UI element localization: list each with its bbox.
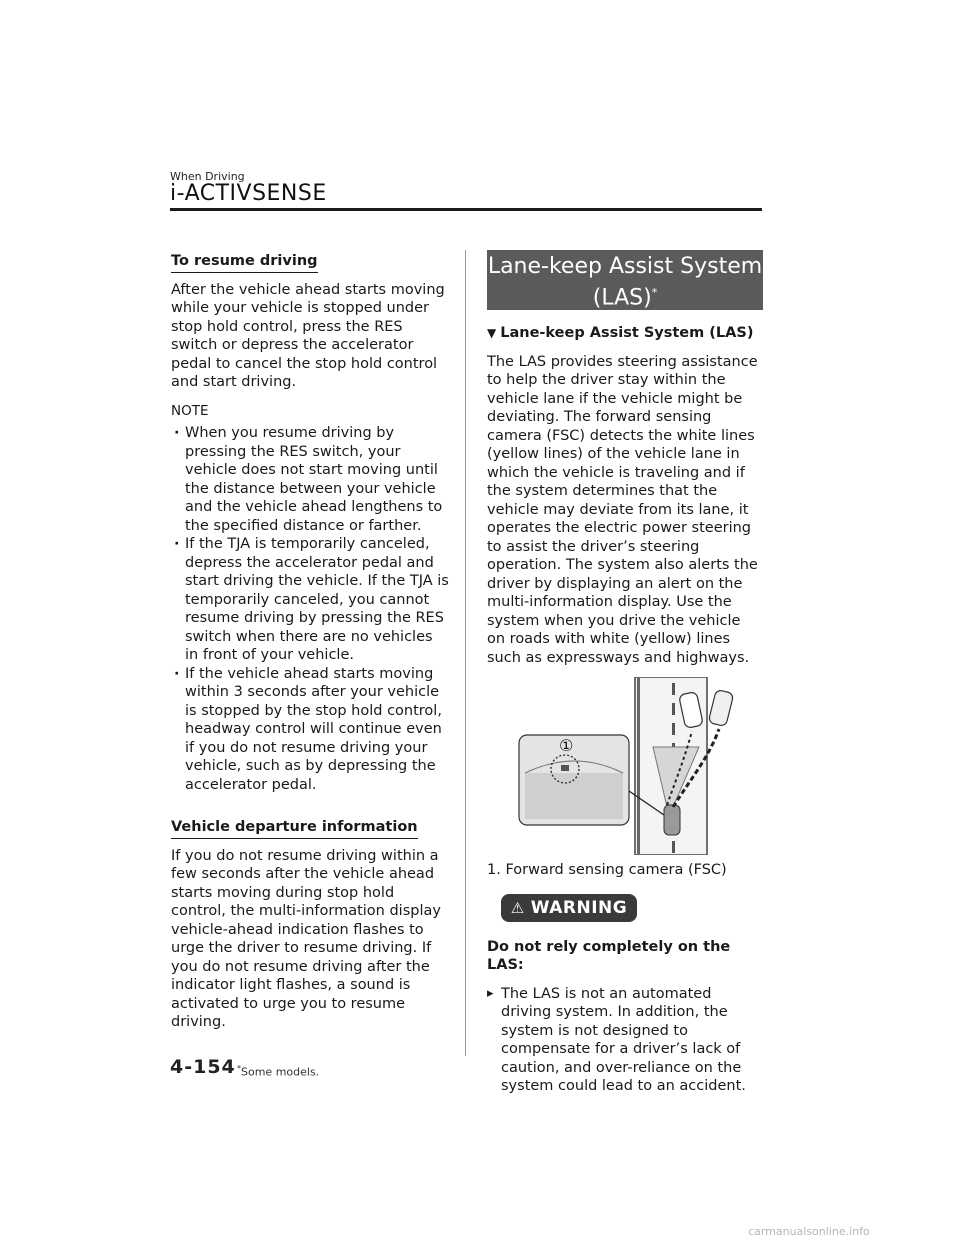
callout-number: ①: [559, 736, 574, 755]
section-title-line1: Lane-keep Assist System: [487, 254, 763, 279]
page-number: 4-154: [170, 1056, 236, 1078]
header-chapter-title: i-ACTIVSENSE: [170, 181, 327, 206]
departure-info-paragraph: If you do not resume driving within a few seconds after the vehicle ahead starts moving during stop hold control, the multi-information display vehicle-ahead indication flashes to urge the driver to resume driving. If you do not resume driving after the indicator light flashes, a sound is activated to urge you to resume driving.: [171, 847, 441, 1030]
watermark-text: carmanualsonline.info: [748, 1225, 870, 1238]
road-edge-left: [637, 677, 640, 855]
section-title-abbrev: (LAS): [592, 285, 652, 311]
own-vehicle-shape: [664, 805, 680, 835]
las-description: The LAS provides steering assistance to help the driver stay within the vehicle lane if the vehicle might be deviating. The forward sensing camera (FSC) detects the white lines (yellow lines) of the vehicle lane in which the vehicle is traveling and if the system determines that the vehicle may deviate from its lane, it operates the electric power steering to assist the driver’s steering operation. The system also alerts the driver by displaying an alert on the multi-information display. Use the system when you drive the vehicle on roads with white (yellow) lines such as expressways and highways.: [487, 353, 758, 666]
departure-info-heading: Vehicle departure information: [171, 818, 418, 839]
header-section-label: When Driving: [170, 170, 245, 183]
adjacent-vehicle-shape: [708, 689, 734, 726]
footnote-text: Some models.: [241, 1065, 320, 1079]
camera-unit-shape: [561, 765, 569, 771]
footnote-asterisk: *: [237, 1064, 241, 1073]
resume-driving-heading: To resume driving: [171, 252, 318, 273]
warning-label: WARNING: [530, 897, 628, 918]
section-title-asterisk: *: [651, 286, 658, 299]
warning-item: ▸ The LAS is not an automated driving system. In addition, the system is not designed to compensate for a driver’s lack of caution, and over-reliance on the system could lead to an accident.: [487, 985, 763, 1096]
footnote: [237, 1064, 319, 1079]
warning-badge: [501, 894, 637, 922]
left-column: [171, 252, 449, 1042]
las-illustration: [487, 677, 763, 855]
warning-triangle-icon: ⚠: [510, 898, 525, 917]
note-item: · If the vehicle ahead starts moving within 3 seconds after your vehicle is stopped by the stop hold control, headway control will continue even if you do not resume driving your vehicle, such as by depressing the accelerator pedal.: [171, 665, 449, 795]
section-title-line2: [487, 280, 763, 311]
note-label: NOTE: [171, 402, 209, 419]
right-column: [487, 250, 763, 1096]
column-divider: [465, 250, 466, 1056]
note-list: [171, 424, 449, 794]
warning-heading: Do not rely completely on the LAS:: [487, 938, 731, 973]
resume-driving-paragraph: After the vehicle ahead starts moving while your vehicle is stopped under stop hold control, press the RES switch or depress the accelerator pedal to cancel the stop hold control and start driving.: [171, 281, 445, 390]
figure-caption: 1. Forward sensing camera (FSC): [487, 862, 727, 878]
header-rule: [170, 208, 762, 211]
las-subheading-text: Lane-keep Assist System (LAS): [500, 325, 754, 341]
las-subheading: [487, 324, 763, 343]
note-item: · When you resume driving by pressing the RES switch, your vehicle does not start moving until the distance between your vehicle and the vehicle ahead lengthens to the specified distance or farther.: [171, 424, 449, 535]
note-item: · If the TJA is temporarily canceled, depress the accelerator pedal and start driving the vehicle. If the TJA is temporarily canceled, you cannot resume driving by pressing the RES switch when there are no vehicles in front of your vehicle.: [171, 535, 449, 665]
triangle-down-icon: ▼: [487, 326, 497, 340]
las-illustration-svg: [487, 677, 763, 855]
warning-list: [487, 985, 763, 1096]
section-title-box: [487, 250, 763, 310]
